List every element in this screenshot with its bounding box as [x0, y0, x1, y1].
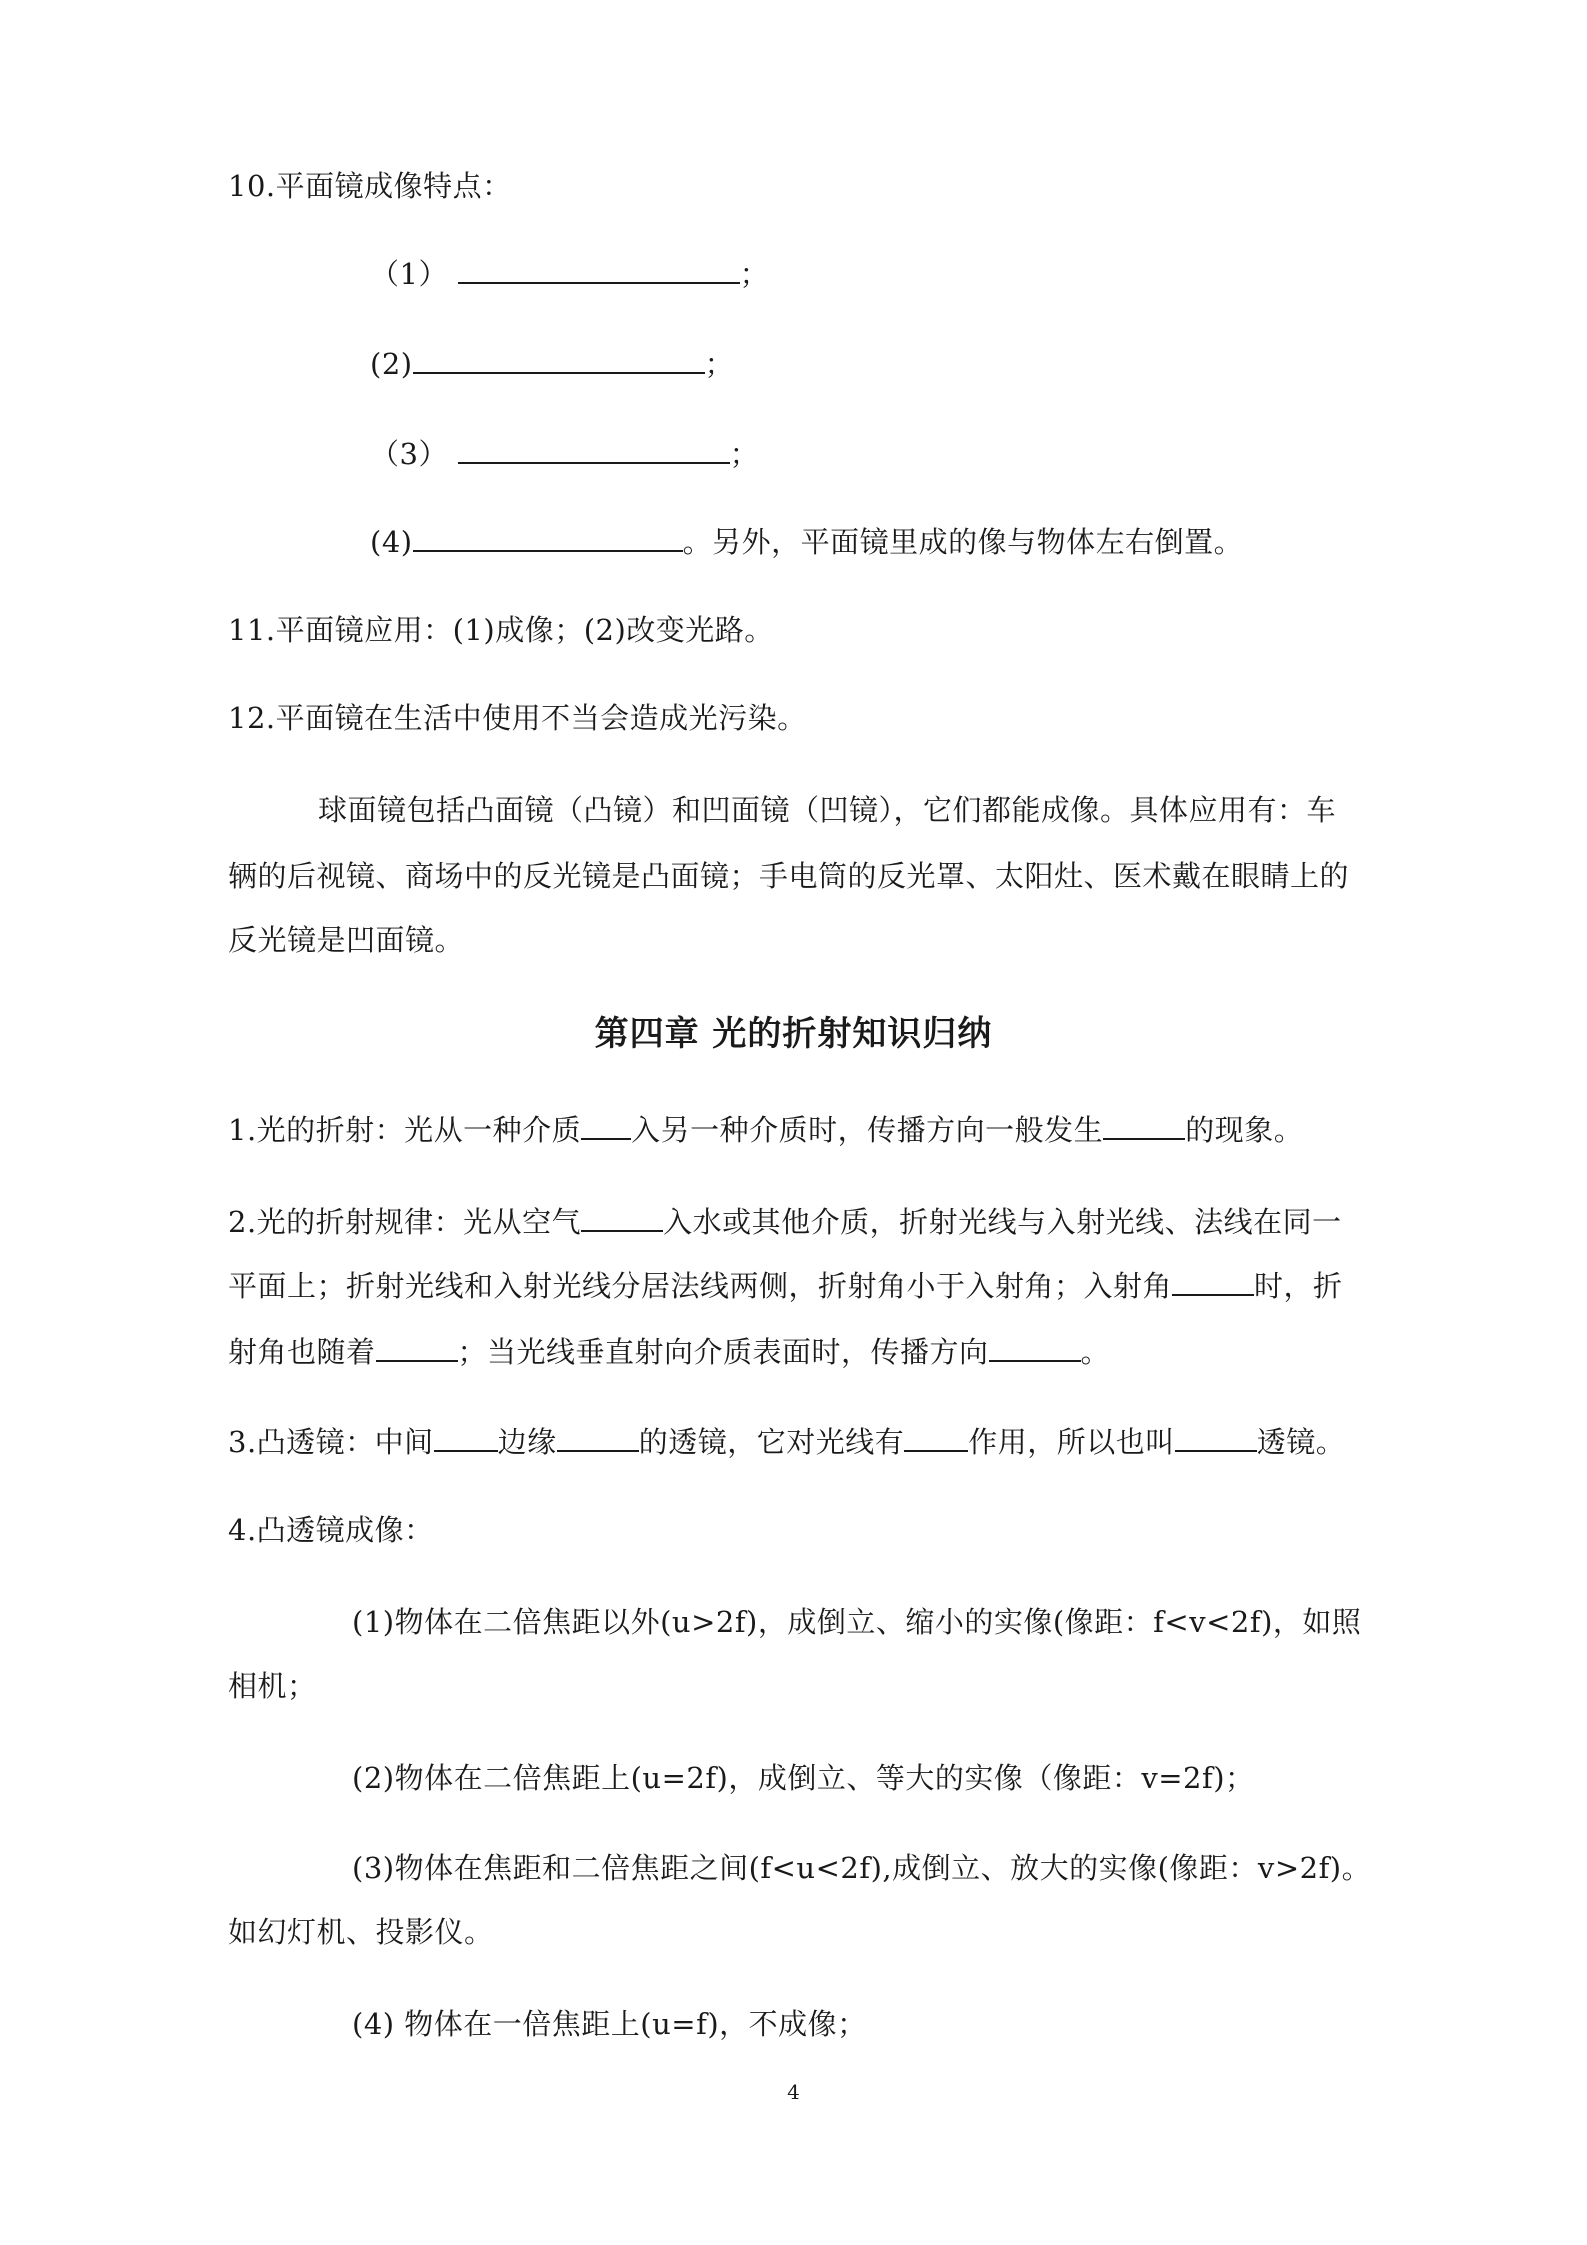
- convex-lens-item-4-title: [228, 1508, 1438, 1552]
- text-segment: 射角也随着: [228, 1335, 376, 1369]
- text-segment: (4) 物体在一倍焦距上(u=f)，不成像；: [352, 2007, 867, 2041]
- section-10-item-1: [370, 252, 1580, 296]
- convex-case-1-line-2: [228, 1664, 1438, 1708]
- text-segment: ；当光线垂直射向介质表面时，传播方向: [457, 1335, 989, 1369]
- convex-case-4: [352, 2002, 1562, 2046]
- fill-in-blank[interactable]: [581, 1200, 663, 1232]
- fill-in-blank[interactable]: [434, 1420, 498, 1452]
- fill-in-blank[interactable]: [904, 1420, 968, 1452]
- text-segment: 的现象。: [1185, 1113, 1304, 1147]
- fill-in-blank[interactable]: [581, 1108, 631, 1140]
- item-end: ；: [704, 347, 735, 381]
- text-segment: 相机；: [228, 1669, 317, 1703]
- refraction-item-2-line-2: [228, 1264, 1438, 1308]
- convex-case-3-line-1: [352, 1846, 1562, 1890]
- refraction-item-2-line-3: [228, 1330, 1438, 1374]
- sphere-paragraph-line-2: [228, 854, 1438, 898]
- paragraph-text: 辆的后视镜、商场中的反光镜是凸面镜；手电筒的反光罩、太阳灶、医术戴在眼睛上的: [228, 859, 1350, 893]
- item-label: (4): [370, 525, 413, 559]
- convex-case-1-line-1: [352, 1600, 1562, 1644]
- text-segment: 时，折: [1254, 1269, 1343, 1303]
- convex-case-3-line-2: [228, 1910, 1438, 1954]
- fill-in-blank[interactable]: [557, 1420, 639, 1452]
- text-segment: 2.光的折射规律：光从空气: [228, 1205, 582, 1239]
- section-11: [228, 608, 1438, 652]
- chapter-heading: [0, 1010, 1587, 1058]
- text-segment: 如幻灯机、投影仪。: [228, 1915, 494, 1949]
- text-segment: 。: [1080, 1335, 1111, 1369]
- text-segment: 4.凸透镜成像：: [228, 1513, 434, 1547]
- item-label: （1）: [370, 257, 448, 291]
- text-segment: 入水或其他介质，折射光线与入射光线、法线在同一: [663, 1205, 1342, 1239]
- section-10-item-3: [370, 432, 1580, 476]
- fill-in-blank[interactable]: [413, 342, 705, 374]
- section-10-title: [228, 164, 1438, 208]
- item-label: (2): [370, 347, 413, 381]
- item-end: ；: [729, 437, 760, 471]
- item-end: 。另外，平面镜里成的像与物体左右倒置。: [682, 525, 1244, 559]
- section-12-text: 12.平面镜在生活中使用不当会造成光污染。: [228, 701, 807, 735]
- refraction-item-2-line-1: [228, 1200, 1438, 1244]
- convex-case-2: [352, 1756, 1562, 1800]
- paragraph-text: 反光镜是凹面镜。: [228, 923, 465, 957]
- text-segment: 的透镜，它对光线有: [638, 1425, 905, 1459]
- item-label: （3）: [370, 437, 448, 471]
- section-12: [228, 696, 1438, 740]
- fill-in-blank[interactable]: [989, 1330, 1081, 1362]
- refraction-item-1: [228, 1108, 1438, 1152]
- fill-in-blank[interactable]: [458, 252, 740, 284]
- page-number: [0, 2078, 1587, 2106]
- fill-in-blank[interactable]: [1175, 1420, 1257, 1452]
- paragraph-text: 球面镜包括凸面镜（凸镜）和凹面镜（凹镜），它们都能成像。具体应用有：车: [318, 793, 1337, 827]
- item-end: ；: [739, 257, 770, 291]
- text-segment: 3.凸透镜：中间: [228, 1425, 434, 1459]
- text-segment: 入另一种介质时，传播方向一般发生: [631, 1113, 1104, 1147]
- text-segment: (1)物体在二倍焦距以外(u>2f)，成倒立、缩小的实像(像距：f<v<2f)，如照: [352, 1605, 1362, 1639]
- section-10-item-4: [370, 520, 1580, 564]
- text-segment: 边缘: [497, 1425, 557, 1459]
- section-11-text: 11.平面镜应用：(1)成像；(2)改变光路。: [228, 613, 774, 647]
- text-segment: (2)物体在二倍焦距上(u=2f)，成倒立、等大的实像（像距：v=2f)；: [352, 1761, 1255, 1795]
- chapter-heading-text: 第四章 光的折射知识归纳: [594, 1014, 993, 1054]
- sphere-paragraph-line-3: [228, 918, 1438, 962]
- section-10-title-text: 10.平面镜成像特点：: [228, 169, 512, 203]
- convex-lens-item-3: [228, 1420, 1438, 1464]
- text-segment: 1.光的折射：光从一种介质: [228, 1113, 582, 1147]
- section-10-item-2: [370, 342, 1580, 386]
- page-number-text: 4: [787, 2080, 800, 2104]
- fill-in-blank[interactable]: [1172, 1264, 1254, 1296]
- text-segment: 作用，所以也叫: [968, 1425, 1175, 1459]
- sphere-paragraph-line-1: [318, 788, 1528, 832]
- fill-in-blank[interactable]: [413, 520, 683, 552]
- fill-in-blank[interactable]: [1103, 1108, 1185, 1140]
- text-segment: 平面上；折射光线和入射光线分居法线两侧，折射角小于入射角；入射角: [228, 1269, 1173, 1303]
- text-segment: 透镜。: [1256, 1425, 1346, 1459]
- fill-in-blank[interactable]: [376, 1330, 458, 1362]
- text-segment: (3)物体在焦距和二倍焦距之间(f<u<2f),成倒立、放大的实像(像距：v>2f)。: [352, 1851, 1372, 1885]
- fill-in-blank[interactable]: [458, 432, 730, 464]
